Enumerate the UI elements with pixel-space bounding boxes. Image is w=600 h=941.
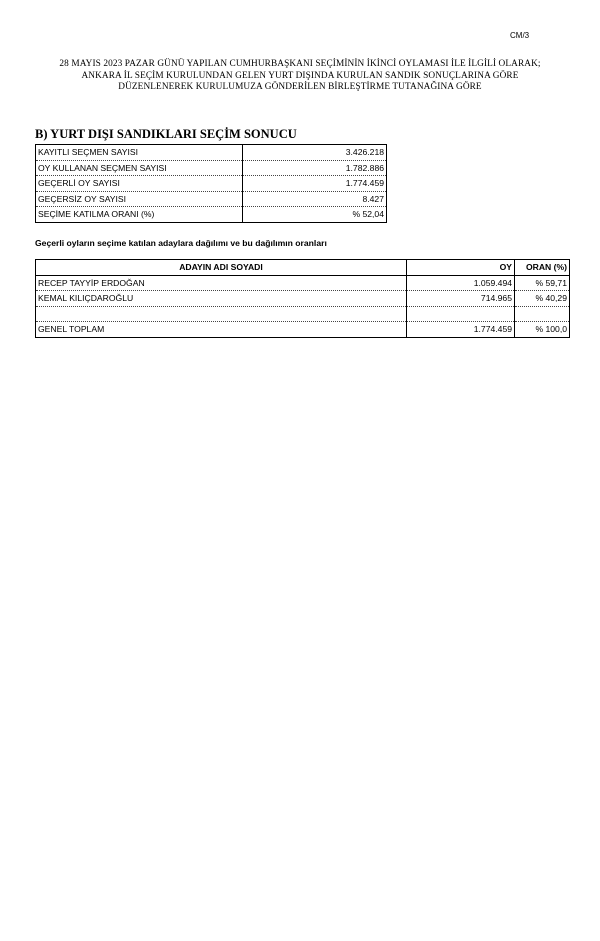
- table-row: [36, 160, 387, 176]
- table-row: [36, 275, 570, 291]
- row-value: 3.426.218: [243, 145, 387, 161]
- total-votes: 1.774.459: [407, 322, 515, 338]
- row-label: OY KULLANAN SEÇMEN SAYISI: [36, 160, 243, 176]
- table-row: [36, 191, 387, 207]
- row-label: GEÇERLİ OY SAYISI: [36, 176, 243, 192]
- row-value: % 52,04: [352, 209, 384, 220]
- column-header-votes: OY: [407, 260, 515, 276]
- candidate-name: RECEP TAYYİP ERDOĞAN: [36, 275, 407, 291]
- row-value: 8.427: [243, 191, 387, 207]
- row-label: SEÇİME KATILMA ORANI (%): [36, 207, 243, 223]
- candidate-votes: [407, 306, 515, 322]
- table-row: [36, 207, 387, 223]
- table-row: [36, 145, 387, 161]
- table-row: [36, 291, 570, 307]
- row-value: 1.782.886: [243, 160, 387, 176]
- header-line: DÜZENLENEREK KURULUMUZA GÖNDERİLEN BİRLEŞTİRME TUTANAĞINA GÖRE: [118, 82, 482, 92]
- row-value: 1.774.459: [243, 176, 387, 192]
- row-label: GEÇERSİZ OY SAYISI: [36, 191, 243, 207]
- total-row: [36, 322, 570, 338]
- column-header-percent: ORAN (%): [515, 260, 570, 276]
- table-header-row: [36, 260, 570, 276]
- candidate-name: [36, 306, 407, 322]
- row-label: KAYITLI SEÇMEN SAYISI: [36, 145, 243, 161]
- candidate-name: KEMAL KILIÇDAROĞLU: [36, 291, 407, 307]
- total-label: GENEL TOPLAM: [36, 322, 407, 338]
- header-line: ANKARA İL SEÇİM KURULUNDAN GELEN YURT DIŞINDA KURULAN SANDIK SONUÇLARINA GÖRE: [81, 70, 519, 81]
- results-table: [35, 259, 570, 338]
- candidate-votes: 714.965: [407, 291, 515, 307]
- candidate-percent: % 40,29: [515, 291, 570, 307]
- candidate-percent: [515, 306, 570, 322]
- candidate-percent: % 59,71: [515, 275, 570, 291]
- total-percent: % 100,0: [535, 324, 567, 335]
- column-header-name: ADAYIN ADI SOYADI: [36, 260, 407, 276]
- document-header: [30, 59, 570, 94]
- section-title: B) YURT DIŞI SANDIKLARI SEÇİM SONUCU: [35, 127, 297, 141]
- table-row: [36, 176, 387, 192]
- header-line: 28 MAYIS 2023 PAZAR GÜNÜ YAPILAN CUMHURBAŞKANI SEÇİMİNİN İKİNCİ OYLAMASI İLE İLGİLİ OLARAK;: [59, 59, 541, 69]
- summary-table: [35, 144, 387, 223]
- table-row-empty: [36, 306, 570, 322]
- candidate-votes: 1.059.494: [407, 275, 515, 291]
- results-subtitle: Geçerli oyların seçime katılan adaylara dağılımı ve bu dağılımın oranları: [35, 238, 327, 248]
- page-code: CM/3: [510, 31, 530, 40]
